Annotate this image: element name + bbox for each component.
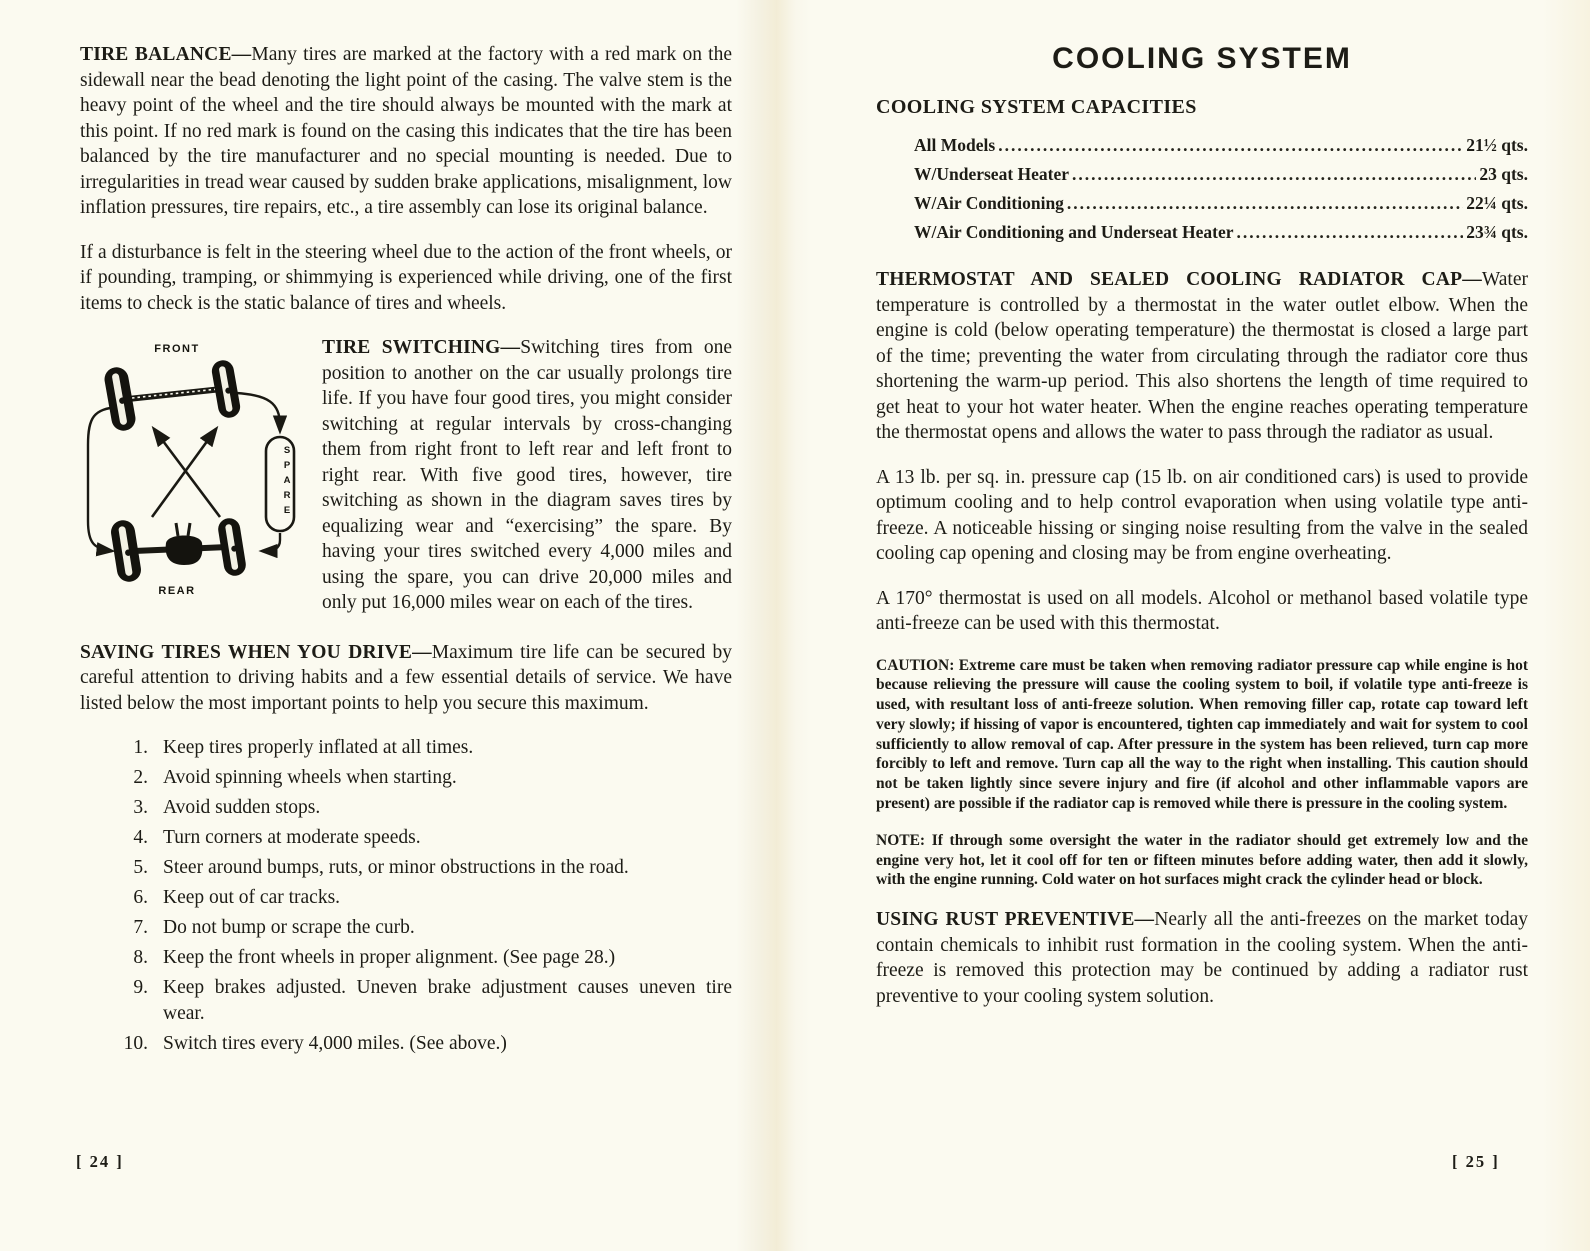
list-item-number: 9. [133,977,148,998]
capacity-value: 23¾ qts. [1466,222,1528,242]
list-item [112,915,732,941]
list-item-number: 10. [123,1033,148,1054]
thermostat-170-paragraph: A 170° thermostat is used on all models. Alcohol or methanol based volatile type anti-freeze can be used with this thermostat. [876,587,1528,634]
page-number-right: [ 25 ] [1452,1152,1500,1171]
dot-leader [1072,160,1476,189]
page-number-left: [ 24 ] [76,1152,124,1171]
list-item-text: Switch tires every 4,000 miles. (See above.) [163,1033,507,1054]
list-item-text: Avoid sudden stops. [163,797,321,818]
capacity-row [876,189,1528,218]
list-item [112,855,732,881]
list-item-number: 1. [133,737,148,758]
list-item [112,825,732,851]
capacity-row [876,131,1528,160]
capacity-value: 23 qts. [1479,164,1528,184]
capacity-value: 21½ qts. [1466,135,1528,155]
list-item [112,765,732,791]
tire-balance-heading: TIRE BALANCE— [80,44,252,65]
list-item-number: 6. [133,887,148,908]
tire-switching-body: Switching tires from one position to another on the car usually prolongs tire life. If you have four good tires, you might consider switching at regular intervals by cross-changing them from right front to left rear and left front to right rear. With five good tires, however, tire switching as shown in the diagram saves tires by equalizing wear and “exercising” the spare. By having your tires switched every 4,000 miles and using the spare, you can drive 20,000 miles and only put 16,000 miles wear on each of the tires. [322,337,732,613]
list-item [112,975,732,1027]
capacity-row [876,160,1528,189]
list-item [112,1031,732,1057]
tire-tips-list [112,735,732,1057]
capacities-table [876,131,1528,247]
diagram-front-label: FRONT [154,343,200,355]
capacity-label: W/Air Conditioning [914,193,1064,213]
page-25 [876,42,1528,1028]
list-item [112,885,732,911]
list-item [112,795,732,821]
list-item-text: Keep out of car tracks. [163,887,341,908]
tire-switching-section [80,335,732,616]
diagram-spare-label: SPARE [281,445,293,520]
list-item-number: 7. [133,917,148,938]
diagram-rear-label: REAR [158,585,196,597]
list-item-text: Keep brakes adjusted. Uneven brake adjustment causes uneven tire wear. [163,977,732,1024]
list-item [112,735,732,761]
list-item-text: Keep the front wheels in proper alignment. (See page 28.) [163,947,616,968]
list-item [112,945,732,971]
pressure-cap-paragraph: A 13 lb. per sq. in. pressure cap (15 lb. on air conditioned cars) is used to provide optimum cooling and to help control evaporation when using volatile type anti-freeze. A noticeable hissing or singing noise resulting from the valve in the sealed cooling cap opening and closing may be from engine overheating. [876,466,1528,564]
capacity-label: W/Underseat Heater [914,164,1070,184]
tire-switching-heading: TIRE SWITCHING— [322,337,521,358]
list-item-number: 4. [133,827,148,848]
capacity-value: 22¼ qts. [1466,193,1528,213]
list-item-number: 5. [133,857,148,878]
saving-tires-heading: SAVING TIRES WHEN YOU DRIVE— [80,641,432,663]
list-item-number: 2. [133,767,148,788]
tire-rotation-diagram-art [80,337,304,597]
dot-leader [1237,218,1464,247]
cooling-system-title: COOLING SYSTEM [1052,42,1352,75]
list-item-text: Do not bump or scrape the curb. [163,917,415,938]
tire-rotation-diagram [80,337,304,597]
saving-tires-body: Maximum tire life can be secured by careful attention to driving habits and a few essential details of service. We have listed below the most important points to help you secure this maximum. [80,641,733,714]
capacities-heading: COOLING SYSTEM CAPACITIES [876,96,1197,118]
list-item-text: Avoid spinning wheels when starting. [163,767,457,788]
thermostat-heading: THERMOSTAT AND SEALED COOLING RADIATOR CAP— [876,269,1482,290]
capacity-row [876,218,1528,247]
note-paragraph: NOTE: If through some oversight the water in the radiator should get extremely low and the engine very hot, let it cool off for ten or fifteen minutes before adding water, then add it slowly, with the engine running. Cold water on hot surfaces might crack the cylinder head or block. [876,831,1528,889]
rust-preventive-paragraph [876,907,1528,1009]
tire-balance-body: Many tires are marked at the factory with a red mark on the sidewall near the bead denoting the light point of the casing. The valve stem is the heavy point of the wheel and the tire should always be mounted with the mark at this point. If no red mark is found on the casing this indicates that the tire has been balanced by the tire manufacturer and no special mounting is needed. Due to irregularities in tread wear caused by sudden brake applications, misalignment, low inflation pressures, tire repairs, etc., a tire assembly can lose its original balance. [80,44,732,218]
thermostat-body: Water temperature is controlled by a thermostat in the water outlet elbow. When the engine is cold (below operating temperature) the thermostat is closed a large part of the time; preventing the water from circulating through the radiator core thus shortening the warm-up period. This also shortens the length of time required to get heat to your hot water heater. When the engine reaches operating temperature the thermostat opens and allows the water to pass through the radiator as usual. [876,269,1528,443]
disturbance-paragraph: If a disturbance is felt in the steering wheel due to the action of the front wheels, or if pounding, tramping, or shimmying is experienced while driving, one of the first items to check is the static balance of tires and wheels. [80,241,732,314]
rust-preventive-body: Nearly all the anti-freezes on the market today contain chemicals to inhibit rust formation in the cooling system. When the anti-freeze is removed this protection may be continued by adding a radiator rust preventive to your cooling system solution. [876,909,1528,1007]
list-item-number: 3. [133,797,148,818]
list-item-text: Keep tires properly inflated at all times. [163,737,474,758]
rust-preventive-heading: USING RUST PREVENTIVE— [876,909,1155,931]
capacity-label: All Models [914,135,996,155]
tire-balance-paragraph [80,42,732,221]
caution-paragraph: CAUTION: Extreme care must be taken when removing radiator pressure cap while engine is hot because relieving the pressure will cause the cooling system to boil, if volatile type anti-freeze is used, with resultant loss of anti-freeze solution. When removing filler cap, rotate cap toward left very slowly; if hissing of vapor is encountered, tighten cap immediately and wait for system to cool sufficiently to allow removal of cap. After pressure in the system has been relieved, turn cap more forcibly to left and remove. Turn cap all the way to the right when installing. This caution should not be taken lightly since severe injury and fire (if alcohol and other inflammable vapors are present) are possible if the radiator cap is removed while there is pressure in the cooling system. [876,656,1528,813]
dot-leader [998,131,1463,160]
dot-leader [1067,189,1463,218]
capacity-label: W/Air Conditioning and Underseat Heater [914,222,1234,242]
list-item-number: 8. [133,947,148,968]
thermostat-paragraph [876,267,1528,446]
list-item-text: Steer around bumps, ruts, or minor obstructions in the road. [163,857,629,878]
list-item-text: Turn corners at moderate speeds. [163,827,421,848]
saving-tires-paragraph [80,640,732,717]
page-24 [80,42,732,1061]
